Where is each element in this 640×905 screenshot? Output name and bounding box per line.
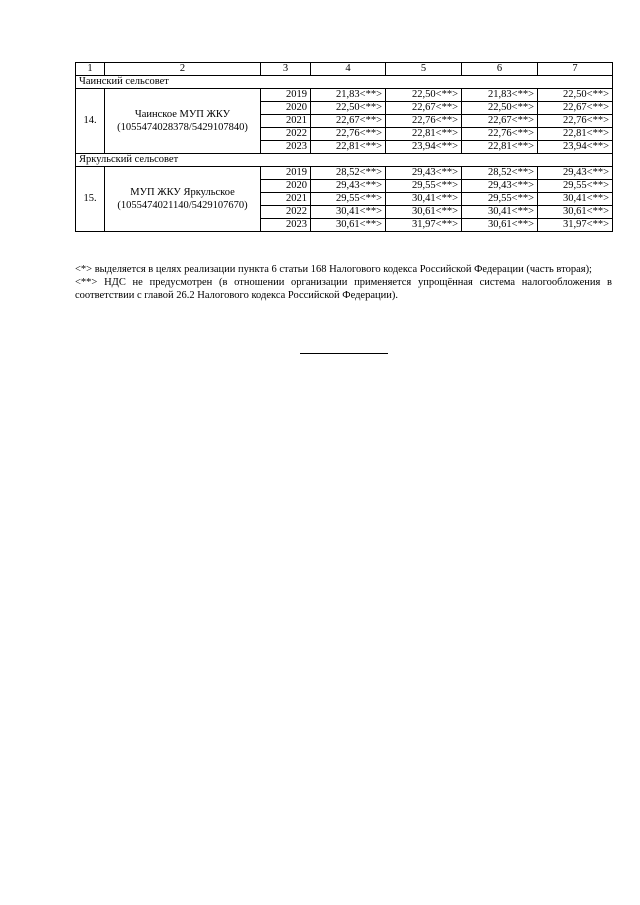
organization-cell	[105, 89, 261, 154]
year-cell: 2021	[261, 193, 311, 206]
year-cell: 2019	[261, 167, 311, 180]
tariff-value-cell: 30,61<**>	[538, 206, 613, 219]
row-number: 15.	[76, 167, 105, 232]
column-number: 1	[76, 63, 105, 76]
tariff-value-cell: 29,43<**>	[311, 180, 386, 193]
tariff-value-cell: 31,97<**>	[538, 219, 613, 232]
tariff-value-cell: 29,43<**>	[538, 167, 613, 180]
column-number: 3	[261, 63, 311, 76]
tariff-value-cell: 30,41<**>	[462, 206, 538, 219]
row-number: 14.	[76, 89, 105, 154]
tariff-value-cell: 23,94<**>	[386, 141, 462, 154]
year-cell: 2023	[261, 219, 311, 232]
tariff-value-cell: 30,41<**>	[538, 193, 613, 206]
year-cell: 2021	[261, 115, 311, 128]
year-cell: 2020	[261, 102, 311, 115]
tariff-value-cell: 30,61<**>	[462, 219, 538, 232]
tariff-value-cell: 22,81<**>	[386, 128, 462, 141]
tariff-table	[75, 62, 613, 232]
tariff-value-cell: 21,83<**>	[462, 89, 538, 102]
footnote-vat-allocated: <*> выделяется в целях реализации пункта 6 статьи 168 Налогового кодекса Российской Федерации (часть вторая);	[75, 264, 592, 275]
end-separator-line	[300, 353, 388, 354]
footnote-vat-not-applicable: <**> НДС не предусмотрен (в отношении организации применяется упрощённая система налогообложения в соответствии с главой 26.2 Налогового кодекса Российской Федерации).	[75, 277, 612, 301]
year-cell: 2022	[261, 206, 311, 219]
tariff-value-cell: 28,52<**>	[462, 167, 538, 180]
year-cell: 2020	[261, 180, 311, 193]
year-cell: 2023	[261, 141, 311, 154]
tariff-value-cell: 22,67<**>	[311, 115, 386, 128]
section-title: Чаинский сельсовет	[76, 76, 613, 89]
tariff-value-cell: 29,55<**>	[538, 180, 613, 193]
tariff-value-cell: 29,55<**>	[462, 193, 538, 206]
tariff-value-cell: 22,50<**>	[538, 89, 613, 102]
table-row	[76, 89, 613, 102]
tariff-value-cell: 22,67<**>	[386, 102, 462, 115]
organization-name: МУП ЖКУ Яркульское	[130, 187, 235, 198]
section-header-row	[76, 76, 613, 89]
tariff-value-cell: 22,76<**>	[311, 128, 386, 141]
tariff-value-cell: 30,61<**>	[311, 219, 386, 232]
tariff-value-cell: 22,50<**>	[462, 102, 538, 115]
column-number-row	[76, 63, 613, 76]
organization-name: Чаинское МУП ЖКУ	[134, 109, 231, 120]
organization-ids: (1055474021140/5429107670)	[117, 200, 248, 211]
tariff-value-cell: 22,76<**>	[462, 128, 538, 141]
column-number: 6	[462, 63, 538, 76]
organization-ids: (1055474028378/5429107840)	[117, 122, 248, 133]
tariff-value-cell: 22,50<**>	[386, 89, 462, 102]
organization-cell	[105, 167, 261, 232]
tariff-value-cell: 29,43<**>	[462, 180, 538, 193]
tariff-value-cell: 22,76<**>	[386, 115, 462, 128]
column-number: 5	[386, 63, 462, 76]
column-number: 7	[538, 63, 613, 76]
tariff-value-cell: 29,43<**>	[386, 167, 462, 180]
tariff-value-cell: 30,41<**>	[386, 193, 462, 206]
tariff-value-cell: 29,55<**>	[311, 193, 386, 206]
tariff-value-cell: 22,81<**>	[311, 141, 386, 154]
tariff-value-cell: 22,67<**>	[538, 102, 613, 115]
tariff-value-cell: 22,81<**>	[462, 141, 538, 154]
tariff-value-cell: 22,67<**>	[462, 115, 538, 128]
tariff-value-cell: 21,83<**>	[311, 89, 386, 102]
section-header-row	[76, 154, 613, 167]
tariff-value-cell: 22,76<**>	[538, 115, 613, 128]
tariff-value-cell: 23,94<**>	[538, 141, 613, 154]
column-number: 4	[311, 63, 386, 76]
tariff-value-cell: 31,97<**>	[386, 219, 462, 232]
tariff-value-cell: 28,52<**>	[311, 167, 386, 180]
year-cell: 2019	[261, 89, 311, 102]
year-cell: 2022	[261, 128, 311, 141]
tariff-value-cell: 22,81<**>	[538, 128, 613, 141]
section-title: Яркульский сельсовет	[76, 154, 613, 167]
tariff-value-cell: 30,41<**>	[311, 206, 386, 219]
table-row	[76, 167, 613, 180]
tariff-value-cell: 29,55<**>	[386, 180, 462, 193]
tariff-value-cell: 30,61<**>	[386, 206, 462, 219]
column-number: 2	[105, 63, 261, 76]
footnotes	[75, 263, 612, 302]
tariff-value-cell: 22,50<**>	[311, 102, 386, 115]
